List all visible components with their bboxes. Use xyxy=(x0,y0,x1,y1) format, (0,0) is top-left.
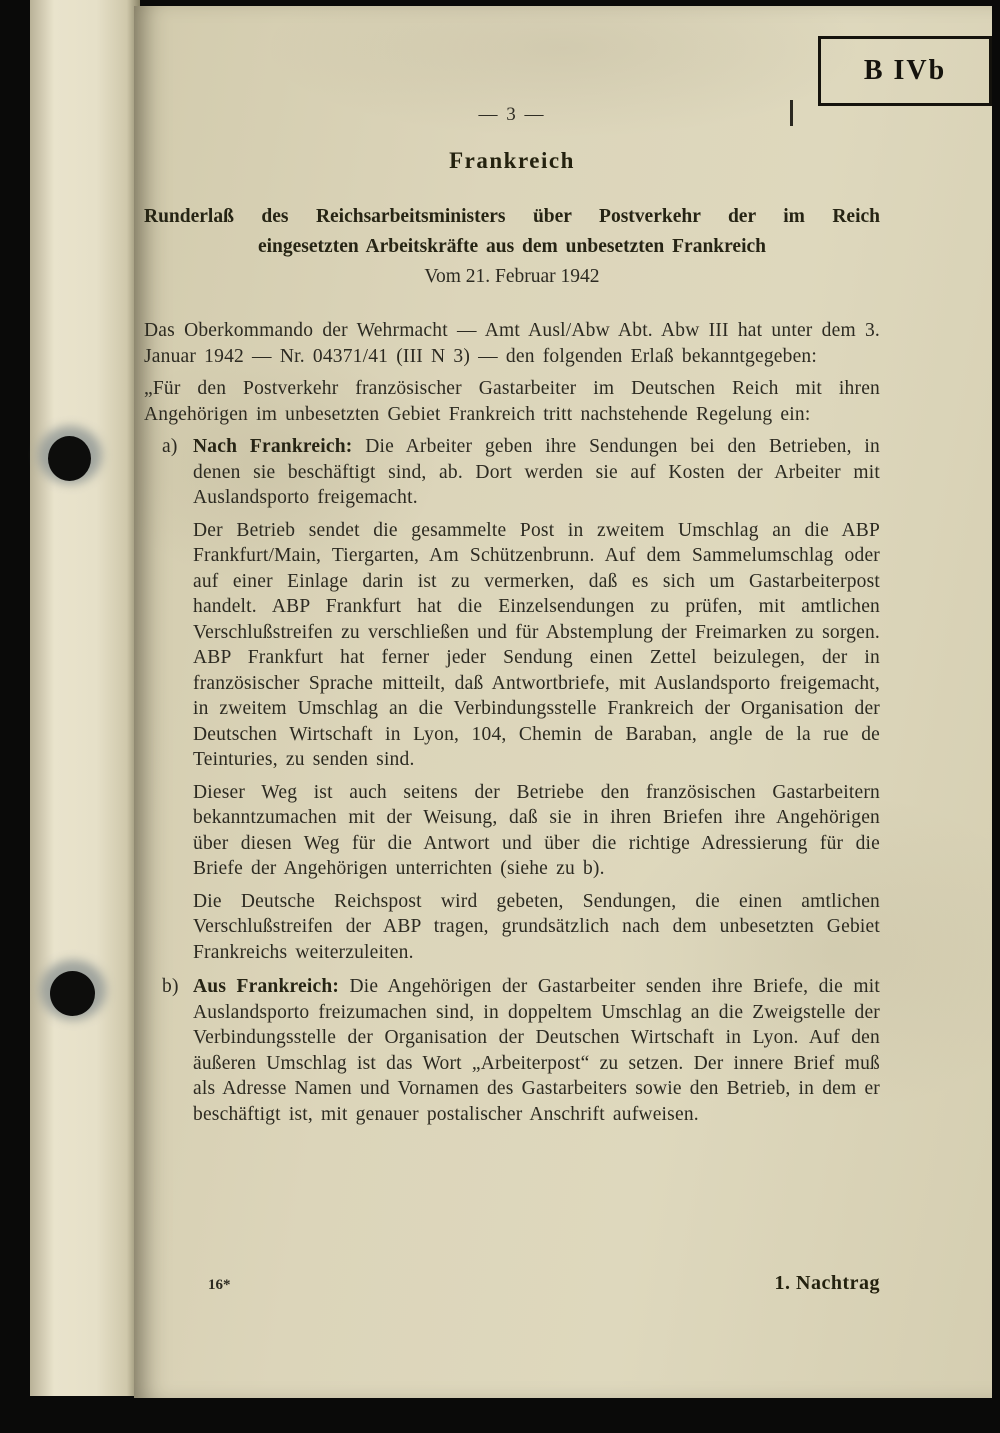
decree-heading-line1: Runderlaß des Reichsarbeitsministers über Postverkehr der im Reich xyxy=(144,206,880,227)
punch-hole-bottom xyxy=(50,971,95,1016)
punch-hole-top xyxy=(48,436,91,481)
decree-date: Vom 21. Februar 1942 xyxy=(424,266,600,287)
item-a-first-text: Die Arbeiter geben ihre Sendungen bei den Betrieben, in denen sie beschäftigt sind, ab. Dort werden sie auf Kosten der Arbeiter mit Auslandsporto freigemacht. xyxy=(193,436,880,508)
list-item-b xyxy=(144,974,880,1127)
item-b-marker: b) xyxy=(162,976,179,997)
decree-heading-line2: eingesetzten Arbeitskräfte aus dem unbesetzten Frankreich xyxy=(257,236,767,257)
item-b-lead: Aus Frankreich: xyxy=(193,976,340,997)
item-a-first-paragraph xyxy=(162,434,880,511)
country-title: Frankreich xyxy=(449,148,575,173)
list-item-a xyxy=(144,434,880,965)
item-a-paragraph-2: Der Betrieb sendet die gesammelte Post in zweitem Umschlag an die ABP Frankfurt/Main, Tiergarten, Am Schützenbrunn. Auf dem Sammelumschlag oder auf einer Einlage darin ist zu vermerken, daß es sich um Gastarbeiterpost handelt. ABP Frankfurt hat die Einzelsendungen zu prüfen, mit amtlichen Verschlußstreifen zu verschließen und für Abstemplung der Freimarken zu sorgen. ABP Frankfurt hat ferner jeder Sendung einen Zettel beizulegen, der in französischer Sprache mitteilt, daß Antwortbriefe, mit Auslandsporto freigemacht, in zweitem Umschlag an die Verbindungsstelle Frankreich der Organisation der Deutschen Wirtschaft in Lyon, 104, Chemin de Baraban, angle de la rue de Teinturies, zu senden sind. xyxy=(193,519,880,770)
item-b-first-text: Die Angehörigen der Gastarbeiter senden ihre Briefe, die mit Auslandsporto freizumachen sind, in doppeltem Umschlag an die Zweigstelle der Verbindungsstelle der Organisation der Deutschen Wirtschaft in Lyon. Auf den äußeren Umschlag ist das Wort „Arbeiterpost“ zu setzen. Der innere Brief muß als Adresse Namen und Vornamen des Gastarbeiters sowie den Betrieb, in dem er beschäftigt ist, mit genauer postalischer Anschrift aufweisen. xyxy=(193,976,880,1125)
item-a-marker: a) xyxy=(162,436,178,457)
signature-mark: 16* xyxy=(208,1277,231,1293)
page-footer xyxy=(144,1272,880,1295)
item-a-paragraph-4: Die Deutsche Reichspost wird gebeten, Sendungen, die einen amtlichen Verschlußstreifen der ABP tragen, grundsätzlich nach dem unbesetzten Gebiet Frankreichs weiterzuleiten. xyxy=(193,890,880,963)
document-page xyxy=(134,6,992,1398)
item-a-lead: Nach Frankreich: xyxy=(193,436,353,457)
page-content xyxy=(144,6,880,1127)
intro-paragraph: Das Oberkommando der Wehrmacht — Amt Ausl/Abw Abt. Abw III hat unter dem 3. Januar 1942 — Nr. 04371/41 (III N 3) — den folgenden Erlaß bekanntgegeben: xyxy=(144,320,880,367)
supplement-label: 1. Nachtrag xyxy=(774,1272,880,1294)
quote-opening-paragraph: „Für den Postverkehr französischer Gastarbeiter im Deutschen Reich mit ihren Angehörigen im unbesetzten Gebiet Frankreich tritt nachstehende Regelung ein: xyxy=(144,378,880,425)
item-b-first-paragraph xyxy=(162,974,880,1127)
adjacent-page-edge xyxy=(30,0,140,1396)
page-number: — 3 — xyxy=(478,104,546,125)
item-a-paragraph-3: Dieser Weg ist auch seitens der Betriebe den französischen Gastarbeitern bekanntzumachen mit der Weisung, daß sie in ihren Briefen ihre Angehörigen über diesen Weg für die Antwort und über die richtige Adressierung für die Briefe der Angehörigen unterrichten (siehe zu b). xyxy=(193,781,880,879)
classification-label: B IVb xyxy=(863,55,947,86)
